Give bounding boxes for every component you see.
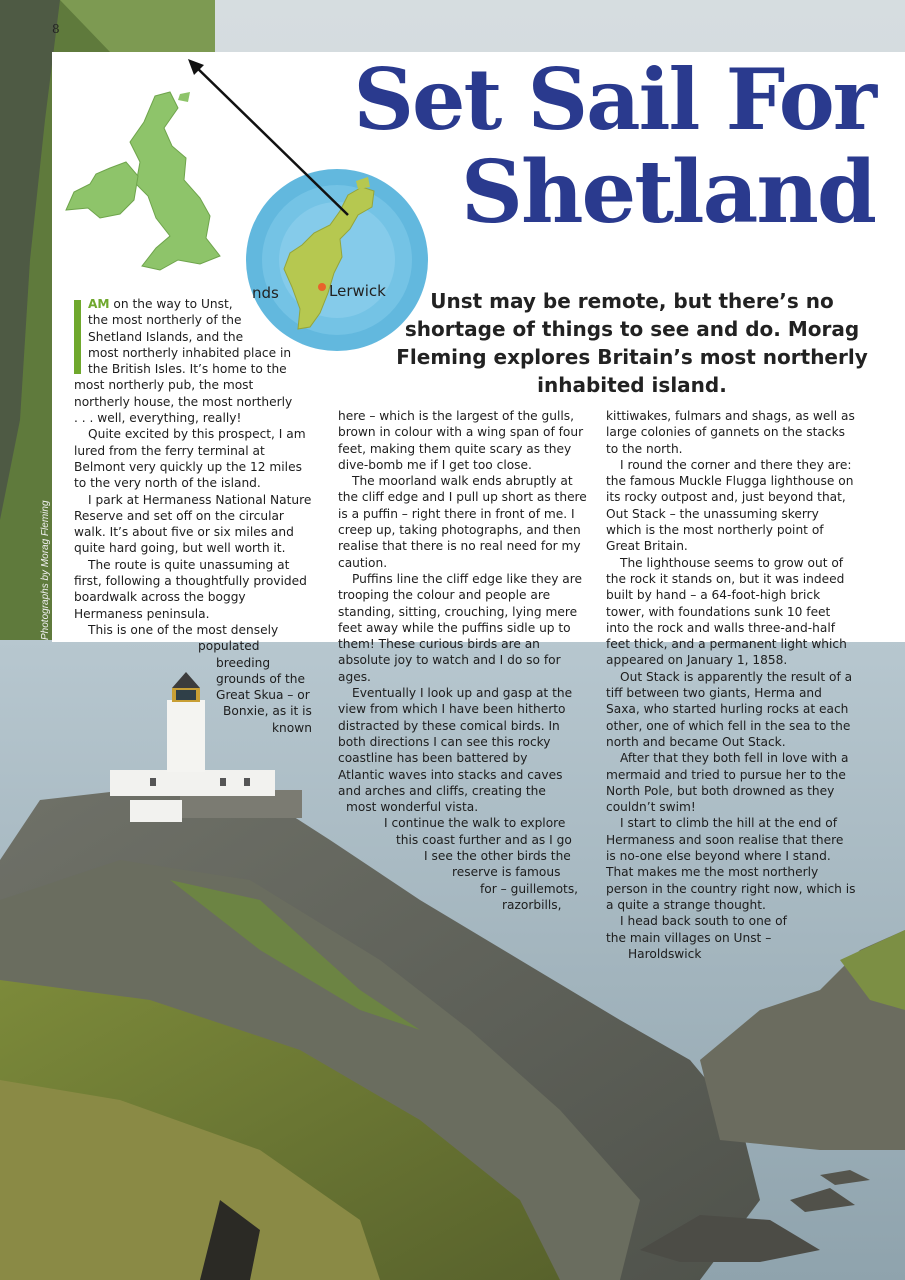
col3-para-7: I head back south to one of the main villages on Unst – Haroldswick — [606, 914, 787, 961]
col1-para-2: Quite excited by this prospect, I am lured from the ferry terminal at Belmont very quickly up the 12 miles to the very north of the island. — [74, 427, 306, 491]
dropcap-text: AM — [88, 297, 110, 311]
col1-para-4: The route is quite unassuming at first, following a thoughtfully provided boardwalk across the boggy Hermaness peninsula. — [74, 557, 307, 621]
col2-para-1: here – which is the largest of the gulls, brown in colour with a wing span of four feet, making them quite scary as they dive-bomb me if I get too close. — [338, 409, 584, 472]
title-line-1: Set Sail For — [353, 50, 875, 149]
article-column-1 — [74, 296, 318, 736]
map-label-islands: nds — [252, 284, 279, 302]
title-line-2: Shetland — [460, 142, 875, 243]
col3-para-4: Out Stack is apparently the result of a tiff between two giants, Herma and Saxa, who started hurling rocks at each other, one of which fell in the sea to the north and became Out Stack. — [606, 669, 853, 749]
col3-para-1: kittiwakes, fulmars and shags, as well as large colonies of gannets on the stacks to the north. — [606, 409, 855, 456]
page-number: 8 — [52, 22, 60, 36]
col1-para-5: This is one of the most densely populated breeding grounds of the Great Skua – or Bonxie, as it is known — [88, 622, 312, 735]
col2-para-3: Puffins line the cliff edge like they are trooping the colour and people are standing, sitting, crouching, lying mere feet away while the puffins sidle up to them! These curious birds are an absolute joy to watch and I do so for ages. — [338, 571, 582, 684]
col2-para-2: The moorland walk ends abruptly at the cliff edge and I pull up short as there is a puffin – right there in front of me. I creep up, taking photographs, and then realise that there is no real need for my caution. — [338, 474, 587, 570]
col3-para-6: I start to climb the hill at the end of Hermaness and soon realise that there is no-one else beyond where I stand. That makes me the most northerly person in the country right now, which is a quite a strange thought. — [606, 816, 856, 912]
col1-para-1: AM on the way to Unst, the most northerly of the Shetland Islands, and the most northerly inhabited place in the British Isles. It’s home to the most northerly pub, the most northerly house, the most northerly . . . well, everything, really! — [74, 297, 293, 426]
page-title — [300, 50, 875, 243]
col3-para-2: I round the corner and there they are: the famous Muckle Flugga lighthouse on its rocky outpost and, just beyond that, Out Stack – the unassuming skerry which is the most northerly point of Great Britain. — [606, 457, 854, 554]
col2-para-4: Eventually I look up and gasp at the view from which I have been hitherto distracted by these comical birds. In both directions I can see this rocky coastline has been battered by Atlantic waves into stacks and caves and arches and cliffs, creating the most wonderful vista. — [338, 686, 573, 815]
col3-para-3: The lighthouse seems to grow out of the rock it stands on, but it was indeed built by hand – a 64-foot-high brick tower, with foundations sunk 10 feet into the rock and walls three-and-half feet thick, and a permanent light which appeared on January 1, 1858. — [606, 555, 847, 668]
col2-para-5: I continue the walk to explore this coast further and as I go I see the other birds the reserve is famous for – guillemots, razorbills, — [384, 816, 579, 912]
standfirst: Unst may be remote, but there’s no shortage of things to see and do. Morag Fleming explores Britain’s most northerly inhabited island. — [396, 289, 868, 397]
photo-credit: Photographs by Morag Fleming — [40, 500, 51, 640]
dropcap-bar — [74, 300, 81, 374]
col3-para-5: After that they both fell in love with a mermaid and tried to pursue her to the North Pole, but both drowned as they couldn’t swim! — [606, 751, 849, 815]
map-label-lerwick: Lerwick — [329, 282, 386, 300]
article-column-2 — [338, 408, 588, 913]
col1-para-3: I park at Hermaness National Nature Reserve and set off on the circular walk. It’s about five or six miles and quite hard going, but well worth it. — [74, 492, 312, 556]
article-column-3 — [606, 408, 856, 962]
